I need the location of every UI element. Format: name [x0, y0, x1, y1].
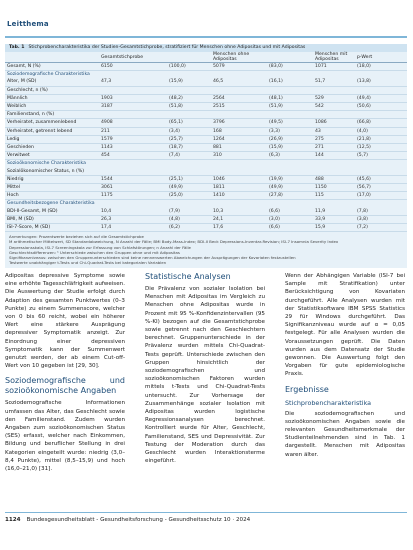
table-cell: (27,8): [267, 192, 313, 200]
table-cell: [167, 111, 211, 119]
row-label: Geschieden: [5, 144, 99, 152]
subsection-heading: Soziodemografische und sozioökonomische Angaben: [5, 376, 125, 396]
characteristics-table: [5, 44, 407, 268]
table-cell: 10,4: [99, 208, 167, 216]
paragraph: Wenn der Abhängigen Variable (ISI-7 bei Sample mit Stratifikation) unter Berücksichtigung von Kovariaten durchgeführt. Alle Analysen wurden mit der Statistiksoftware IBM SPSS Statistics 29 für Windows durchgeführt. Das Signifikanzniveau wurde auf α = 0,05 festgelegt. Für alle Analysen wurden die Voraussetzungen geprüft. Die Daten wurden aus dem Datensatz der Studie gewonnen. Die Auswertung folgt den Vorgaben für gute epidemiologische Praxis.: [285, 273, 405, 378]
table-cell: (51,9): [267, 103, 313, 111]
table-cell: [355, 208, 407, 216]
table-cell: 33,9: [313, 215, 355, 223]
table-cell: [355, 86, 407, 94]
table-cell: [267, 200, 313, 208]
table-cell: 1544: [99, 175, 167, 183]
header-cell: [167, 52, 211, 63]
table-footnotes: [5, 232, 407, 268]
row-label: ISI-7-Score, M (SD): [5, 224, 99, 232]
row-label: Mittel: [5, 184, 99, 192]
table-cell: (49,9): [267, 184, 313, 192]
table-cell: 15,9: [313, 224, 355, 232]
table-cell: [355, 71, 407, 79]
table-section-row: [5, 160, 407, 168]
footnote: Depressionsskala, ISI-7 Screeningskala zur Erfassung von Schlafstörungen; n Anzahl der Fälle: [9, 244, 191, 250]
table-cell: (18,0): [357, 64, 371, 69]
table-cell: [313, 200, 355, 208]
page-footer: [5, 514, 407, 526]
row-label: Verheiratet, zusammenlebend: [5, 119, 99, 127]
paragraph: Die soziodemografischen und sozioökonomischen Angaben sowie die relevanten Gesundheitsmerkmale der Studienteilnehmenden sind in Tab. 1 dargestellt. Menschen mit Adipositas waren älter.: [285, 410, 405, 458]
table-body: [5, 63, 407, 232]
footnote: Signifikanzniveaus: zwischen den Gruppenunterschieden sind keine nennenswerten Abweichungen der Ausprägungen der Kovariaten festzustellen: [9, 255, 296, 261]
table-cell: (51,8): [167, 103, 211, 111]
table-row: [5, 224, 407, 232]
table-row: [5, 144, 407, 152]
body-column-1: [5, 272, 125, 473]
table-cell: 46,5: [211, 78, 267, 86]
row-label: Soziodemografische Charakteristika: [7, 72, 90, 78]
footnote: Geschlechtsdifferenzen: ¹ Unterschiede zwischen den Gruppen ohne und mit Adipositas: [9, 249, 180, 255]
table-row: [5, 63, 407, 71]
table-cell: [167, 86, 211, 94]
table-cell: 43: [313, 127, 355, 135]
table-cell: (3,8): [357, 216, 368, 222]
table-cell: (6,2): [167, 224, 211, 232]
row-label: Sozioökonomische Charakteristika: [7, 161, 86, 167]
table-cell: [355, 78, 407, 86]
table-cell: (48,1): [267, 94, 313, 102]
table-cell: (7,4): [167, 152, 211, 160]
table-cell: 17,4: [99, 224, 167, 232]
table-cell: (3,4): [167, 127, 211, 135]
row-label: Alter, M (SD): [5, 78, 99, 86]
table-cell: [355, 103, 407, 111]
table-cell: 24,1: [211, 215, 267, 223]
table-cell: (49,9): [167, 184, 211, 192]
table-cell: (17,0): [357, 193, 371, 199]
table-cell: 4908: [99, 119, 167, 127]
table-row: [5, 86, 407, 94]
table-cell: (48,2): [167, 94, 211, 102]
table-cell: (25,0): [167, 192, 211, 200]
table-header-row: [5, 52, 407, 63]
row-label: Sozialökonomischer Status, n (%): [5, 168, 99, 176]
table-cell: [167, 200, 211, 208]
table-cell: 2564: [211, 94, 267, 102]
table-row: [5, 208, 407, 216]
table-cell: 1150: [313, 184, 355, 192]
table-cell: 51,7: [313, 78, 355, 86]
table-cell: (6,6): [267, 224, 313, 232]
table-cell: [211, 168, 267, 176]
table-caption: [5, 44, 407, 52]
table-cell: [99, 168, 167, 176]
table-cell: 6150: [99, 63, 167, 71]
row-label: Familienstand, n (%): [5, 111, 99, 119]
table-cell: (4,8): [167, 215, 211, 223]
table-cell: 3187: [99, 103, 167, 111]
section-label: Leitthema: [7, 20, 49, 28]
table-cell: [267, 168, 313, 176]
table-cell: (100,0): [167, 63, 211, 71]
table-row: [5, 184, 407, 192]
table-cell: [167, 160, 211, 168]
table-cell: [211, 86, 267, 94]
table-cell: (45,6): [357, 176, 371, 182]
table-cell: (18,7): [167, 144, 211, 152]
table-cell: [355, 152, 407, 160]
table-grid: [5, 52, 407, 232]
table-cell: 1086: [313, 119, 355, 127]
table-cell: [167, 168, 211, 176]
table-cell: 1903: [99, 94, 167, 102]
table-cell: [355, 160, 407, 168]
table-row: [5, 192, 407, 200]
subsection-heading: Statistische Analysen: [145, 272, 231, 281]
table-cell: 881: [211, 144, 267, 152]
footnote: M arithmetischer Mittelwert, SD Standardabweichung, N Anzahl der Fälle; BMI Body-Mass-Index; BDI-II Beck Depressions-Inventar-Revision; ISI-7 Insomnia Severity Index: [9, 239, 339, 245]
table-cell: (13,8): [357, 79, 371, 85]
table-cell: [355, 94, 407, 102]
table-cell: (15,9): [167, 78, 211, 86]
table-cell: 211: [99, 127, 167, 135]
table-cell: 1579: [99, 135, 167, 143]
row-label: Männlich: [5, 94, 99, 102]
table-cell: (56,7): [357, 185, 371, 191]
table-cell: (49,4): [357, 95, 371, 101]
table-cell: [355, 144, 407, 152]
table-cell: 529: [313, 94, 355, 102]
header-cell: Gesamtstichprobe: [99, 52, 167, 63]
table-cell: [167, 71, 211, 79]
table-section-row: [5, 200, 407, 208]
table-cell: [99, 71, 167, 79]
table-row: [5, 127, 407, 135]
table-cell: [355, 192, 407, 200]
table-cell: 3061: [99, 184, 167, 192]
footer-rule: [5, 512, 407, 513]
table-section-row: [5, 71, 407, 79]
table-cell: (16,1): [267, 78, 313, 86]
table-cell: 47,3: [99, 78, 167, 86]
table-cell: [355, 215, 407, 223]
table-cell: [355, 111, 407, 119]
table-cell: 10,3: [211, 208, 267, 216]
footnote: Testwerte unabhängiger t-Tests und Chi-Quadrat-Tests bei kategorialen Variablen: [9, 260, 167, 266]
table-cell: (21,8): [357, 136, 371, 142]
table-cell: [267, 71, 313, 79]
table-cell: (49,5): [267, 119, 313, 127]
table-row: [5, 175, 407, 183]
table-cell: (25,1): [167, 175, 211, 183]
table-cell: [211, 111, 267, 119]
section-heading: Ergebnisse: [285, 384, 329, 394]
table-cell: 17,6: [211, 224, 267, 232]
table-cell: [355, 63, 407, 71]
table-cell: [267, 111, 313, 119]
table-cell: (3,0): [267, 215, 313, 223]
table-cell: 5079: [211, 63, 267, 71]
table-row: [5, 119, 407, 127]
table-cell: (19,9): [267, 175, 313, 183]
page-number: 1124: [5, 517, 21, 523]
row-label: BMI, M (SD): [5, 215, 99, 223]
table-cell: [355, 127, 407, 135]
table-cell: [313, 168, 355, 176]
table-cell: 144: [313, 152, 355, 160]
header-cell: p-Wert: [355, 52, 407, 63]
table-cell: 275: [313, 135, 355, 143]
paragraph: Soziodemografische Informationen umfassen das Alter, das Geschlecht sowie den Familienstand. Zudem wurden Angaben zum sozioökonomischen Status (SES) erfasst, welcher nach Einkommen, Bildung und beruflicher Stellung in drei Kategorien eingeteilt wurde: niedrig (3,0–8,4 Punkte), mittel (8,5–15,9) und hoch (16,0–21,0) [31].: [5, 400, 125, 473]
footnote: Anmerkungen: Prozentwerte beziehen sich auf die Gesamtstichprobe: [9, 234, 144, 240]
table-cell: (6,6): [267, 208, 313, 216]
table-cell: [211, 71, 267, 79]
table-caption-text: Stichprobencharakteristika der Studien-Gesamtstichprobe, stratifiziert für Menschen ohne Adipositas und mit Adipositas: [28, 45, 306, 50]
table-cell: [355, 135, 407, 143]
table-cell: 542: [313, 103, 355, 111]
table-cell: (26,9): [267, 135, 313, 143]
table-cell: (4,0): [357, 128, 368, 134]
table-cell: [313, 160, 355, 168]
table-cell: [211, 160, 267, 168]
table-cell: 1264: [211, 135, 267, 143]
row-label: Hoch: [5, 192, 99, 200]
row-label: Verheiratet, getrennt lebend: [5, 127, 99, 135]
journal-name: Bundesgesundheitsblatt - Gesundheitsforschung - Gesundheitsschutz 10 · 2024: [26, 517, 251, 523]
body-column-2: [145, 272, 265, 465]
table-row: [5, 168, 407, 176]
table-cell: 3796: [211, 119, 267, 127]
table-cell: 1046: [211, 175, 267, 183]
table-cell: (15,9): [267, 144, 313, 152]
paragraph: Adipositas depressive Symptome sowie eine erhöhte Tagesschläfrigkeit aufweisen. Die Auswertung der Studie erfolgt durch Adaption des gesamten Punktwertes (0–3 Punkte) zu einem Summenscore, welcher von 0 bis 60 reicht, wobei ein höherer Wert eine stärkere Ausprägung depressiver Symptomatik anzeigt. Zur Einordnung einer depressiven Symptomatik kann der Summenwert genutzt werden, der ab einem Cut-off-Wert von 10 gegeben ist [29, 30].: [5, 273, 125, 370]
table-cell: 454: [99, 152, 167, 160]
table-cell: (6,3): [267, 152, 313, 160]
table-row: [5, 78, 407, 86]
table-cell: (50,6): [357, 104, 371, 110]
table-cell: 1811: [211, 184, 267, 192]
table-row: [5, 215, 407, 223]
table-cell: 115: [313, 192, 355, 200]
row-label: Weiblich: [5, 103, 99, 111]
table-cell: [313, 71, 355, 79]
table-cell: (7,8): [357, 208, 368, 214]
table-cell: (7,2): [357, 225, 368, 231]
row-label: Niedrig: [5, 175, 99, 183]
table-cell: [355, 168, 407, 176]
table-cell: [313, 86, 355, 94]
table-cell: (12,5): [357, 145, 371, 151]
table-cell: (7,9): [167, 208, 211, 216]
table-cell: [355, 119, 407, 127]
table-cell: 2515: [211, 103, 267, 111]
table-cell: 168: [211, 127, 267, 135]
header-cell: [267, 52, 313, 63]
table-cell: (83,0): [267, 63, 313, 71]
table-cell: 1410: [211, 192, 267, 200]
table-cell: [313, 111, 355, 119]
table-cell: (25,7): [167, 135, 211, 143]
table-row: [5, 135, 407, 143]
row-label: Gesamt, N (%): [5, 63, 99, 71]
table-cell: 1071: [313, 63, 355, 71]
table-row: [5, 103, 407, 111]
table-cell: 310: [211, 152, 267, 160]
header-rule: [5, 36, 407, 38]
table-row: [5, 94, 407, 102]
table-caption-label: Tab. 1: [9, 45, 25, 50]
table-cell: 488: [313, 175, 355, 183]
table-cell: [211, 200, 267, 208]
table-cell: [355, 200, 407, 208]
row-label: Ledig: [5, 135, 99, 143]
row-label: BDI-II-Gesamt, M (SD): [5, 208, 99, 216]
row-label: Geschlecht, n (%): [5, 86, 99, 94]
table-cell: 11,9: [313, 208, 355, 216]
table-cell: [99, 111, 167, 119]
table-cell: 271: [313, 144, 355, 152]
table-cell: [355, 224, 407, 232]
table-cell: [267, 86, 313, 94]
table-cell: 26,3: [99, 215, 167, 223]
table-cell: [355, 184, 407, 192]
row-label: Verwitwet: [5, 152, 99, 160]
row-label: Gesundheitsbezogene Charakteristika: [7, 201, 95, 207]
header-cell: [5, 52, 99, 63]
subsection-heading: Stichprobencharakteristika: [285, 398, 372, 407]
table-cell: (5,7): [357, 153, 368, 159]
table-cell: [99, 200, 167, 208]
table-cell: 1175: [99, 192, 167, 200]
table-cell: [99, 86, 167, 94]
table-cell: (3,3): [267, 127, 313, 135]
table-cell: [355, 175, 407, 183]
body-column-3: [285, 272, 405, 459]
paragraph: Die Prävalenz von sozialer Isolation bei Menschen mit Adipositas im Vergleich zu Menschen ohne Adipositas wurde in Prozent mit 95 %-Konfidenzintervallen (95 %-KI) bezogen auf die Gesamtstichprobe sowie getrennt nach den Geschlechtern berechnet. Gruppenunterschiede in der Prävalenz wurden mittels Chi-Quadrat-Tests geprüft. Unterschiede zwischen den Gruppen hinsichtlich der soziodemografischen und sozioökonomischen Faktoren wurden mittels t-Tests und Chi-Quadrat-Tests untersucht. Zur Vorhersage der Zusammenhänge sozialer Isolation mit Adipositas wurden logistische Regressionsanalysen berechnet. Kontrolliert wurde für Alter, Geschlecht, Familienstand, SES und Depressivität. Zur Testung der Moderation durch das Geschlecht wurden Interaktionsterme eingeführt.: [145, 286, 265, 465]
header-cell: Menschen mit Adipositas: [313, 52, 355, 63]
table-cell: 1143: [99, 144, 167, 152]
table-cell: [267, 160, 313, 168]
table-cell: [99, 160, 167, 168]
table-row: [5, 152, 407, 160]
table-cell: (65,1): [167, 119, 211, 127]
table-row: [5, 111, 407, 119]
header-cell: Menschen ohne Adipositas: [211, 52, 267, 63]
table-cell: (66,8): [357, 120, 371, 126]
